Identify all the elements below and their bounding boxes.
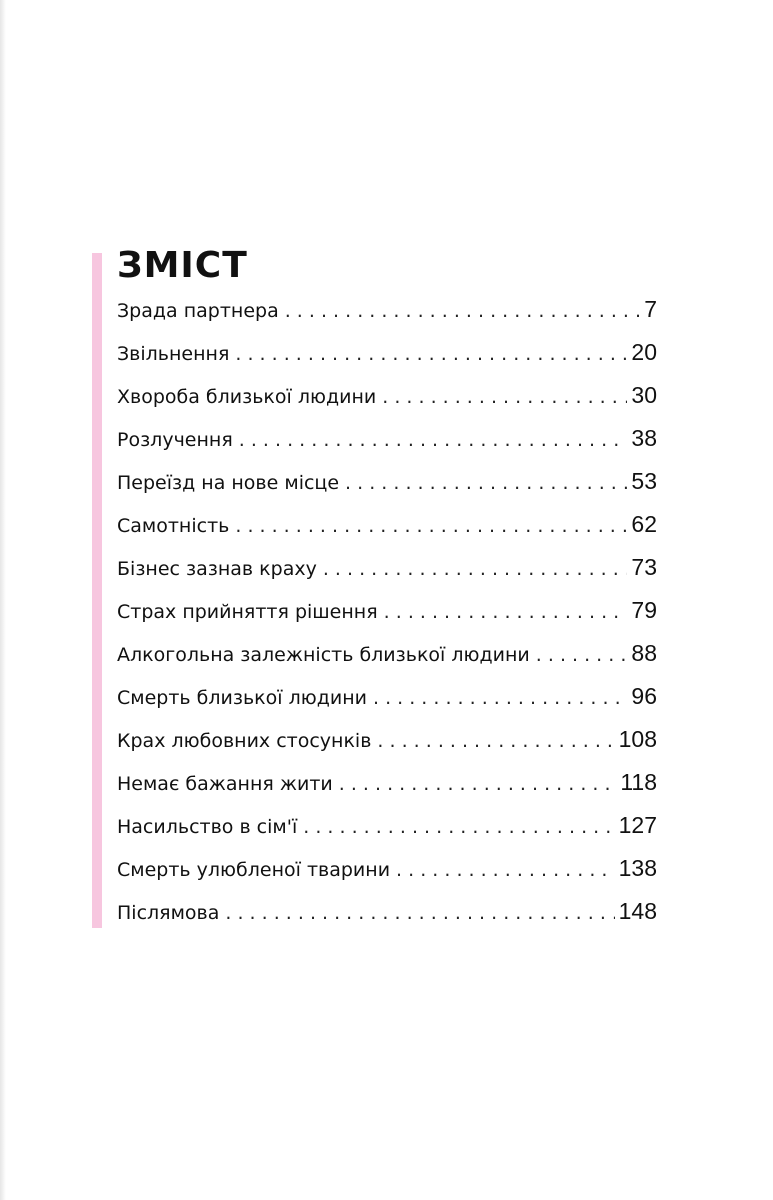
accent-bar [92, 253, 102, 928]
toc-entry-page: 148 [618, 898, 657, 924]
toc-entry[interactable] [117, 460, 657, 503]
toc-entry-page: 7 [644, 296, 657, 322]
toc-entry[interactable] [117, 804, 657, 847]
toc-entry-page: 79 [631, 597, 657, 623]
toc-entry[interactable] [117, 847, 657, 890]
toc-entry-page: 88 [631, 640, 657, 666]
toc-entry-label: Алкогольна залежність близької людини [117, 644, 530, 666]
toc-entry-page: 118 [620, 769, 657, 795]
toc-entry-page: 96 [631, 683, 657, 709]
toc-dot-leader [239, 419, 628, 462]
toc-entry[interactable] [117, 546, 657, 589]
toc-entry-page: 53 [631, 468, 657, 494]
toc-entry[interactable] [117, 503, 657, 546]
toc-dot-leader [285, 290, 640, 333]
toc-dot-leader [303, 806, 614, 849]
toc-entry-label: Звільнення [117, 343, 230, 365]
toc-entry-label: Бізнес зазнав краху [117, 558, 317, 580]
toc-dot-leader [225, 892, 614, 935]
toc-list [117, 288, 657, 933]
toc-dot-leader [235, 333, 627, 376]
toc-dot-leader [536, 634, 628, 677]
toc-entry-page: 62 [631, 511, 657, 537]
toc-entry[interactable] [117, 288, 657, 331]
page-edge-shadow [0, 0, 6, 1200]
toc-dot-leader [323, 548, 628, 591]
toc-entry-label: Розлучення [117, 429, 233, 451]
toc-entry-label: Післямова [117, 902, 220, 924]
toc-entry-page: 108 [618, 726, 657, 752]
toc-entry-page: 20 [631, 339, 657, 365]
toc-dot-leader [373, 677, 627, 720]
toc-title: ЗМІСТ [117, 245, 248, 286]
toc-entry[interactable] [117, 718, 657, 761]
toc-entry-label: Смерть близької людини [117, 687, 367, 709]
toc-entry-label: Крах любовних стосунків [117, 730, 372, 752]
toc-entry-label: Немає бажання жити [117, 773, 333, 795]
toc-entry-label: Зрада партнера [117, 300, 279, 322]
toc-entry-label: Смерть улюбленої тварини [117, 859, 391, 881]
toc-entry-page: 73 [631, 554, 657, 580]
toc-entry[interactable] [117, 890, 657, 933]
toc-dot-leader [396, 849, 615, 892]
toc-entry[interactable] [117, 589, 657, 632]
toc-entry-page: 127 [618, 812, 657, 838]
toc-entry[interactable] [117, 632, 657, 675]
toc-entry-label: Самотність [117, 515, 230, 537]
toc-entry[interactable] [117, 675, 657, 718]
toc-entry-page: 138 [618, 855, 657, 881]
toc-entry[interactable] [117, 374, 657, 417]
toc-dot-leader [377, 720, 614, 763]
toc-entry[interactable] [117, 331, 657, 374]
toc-entry[interactable] [117, 761, 657, 804]
toc-entry-label: Хвороба близької людини [117, 386, 377, 408]
toc-dot-leader [384, 591, 628, 634]
toc-entry-label: Страх прийняття рішення [117, 601, 378, 623]
toc-entry-label: Насильство в сім'ї [117, 816, 298, 838]
toc-entry-page: 38 [631, 425, 657, 451]
toc-dot-leader [382, 376, 627, 419]
toc-entry[interactable] [117, 417, 657, 460]
toc-dot-leader [345, 462, 627, 505]
toc-entry-label: Переїзд на нове місце [117, 472, 340, 494]
toc-dot-leader [339, 763, 617, 806]
toc-dot-leader [235, 505, 627, 548]
toc-entry-page: 30 [631, 382, 657, 408]
